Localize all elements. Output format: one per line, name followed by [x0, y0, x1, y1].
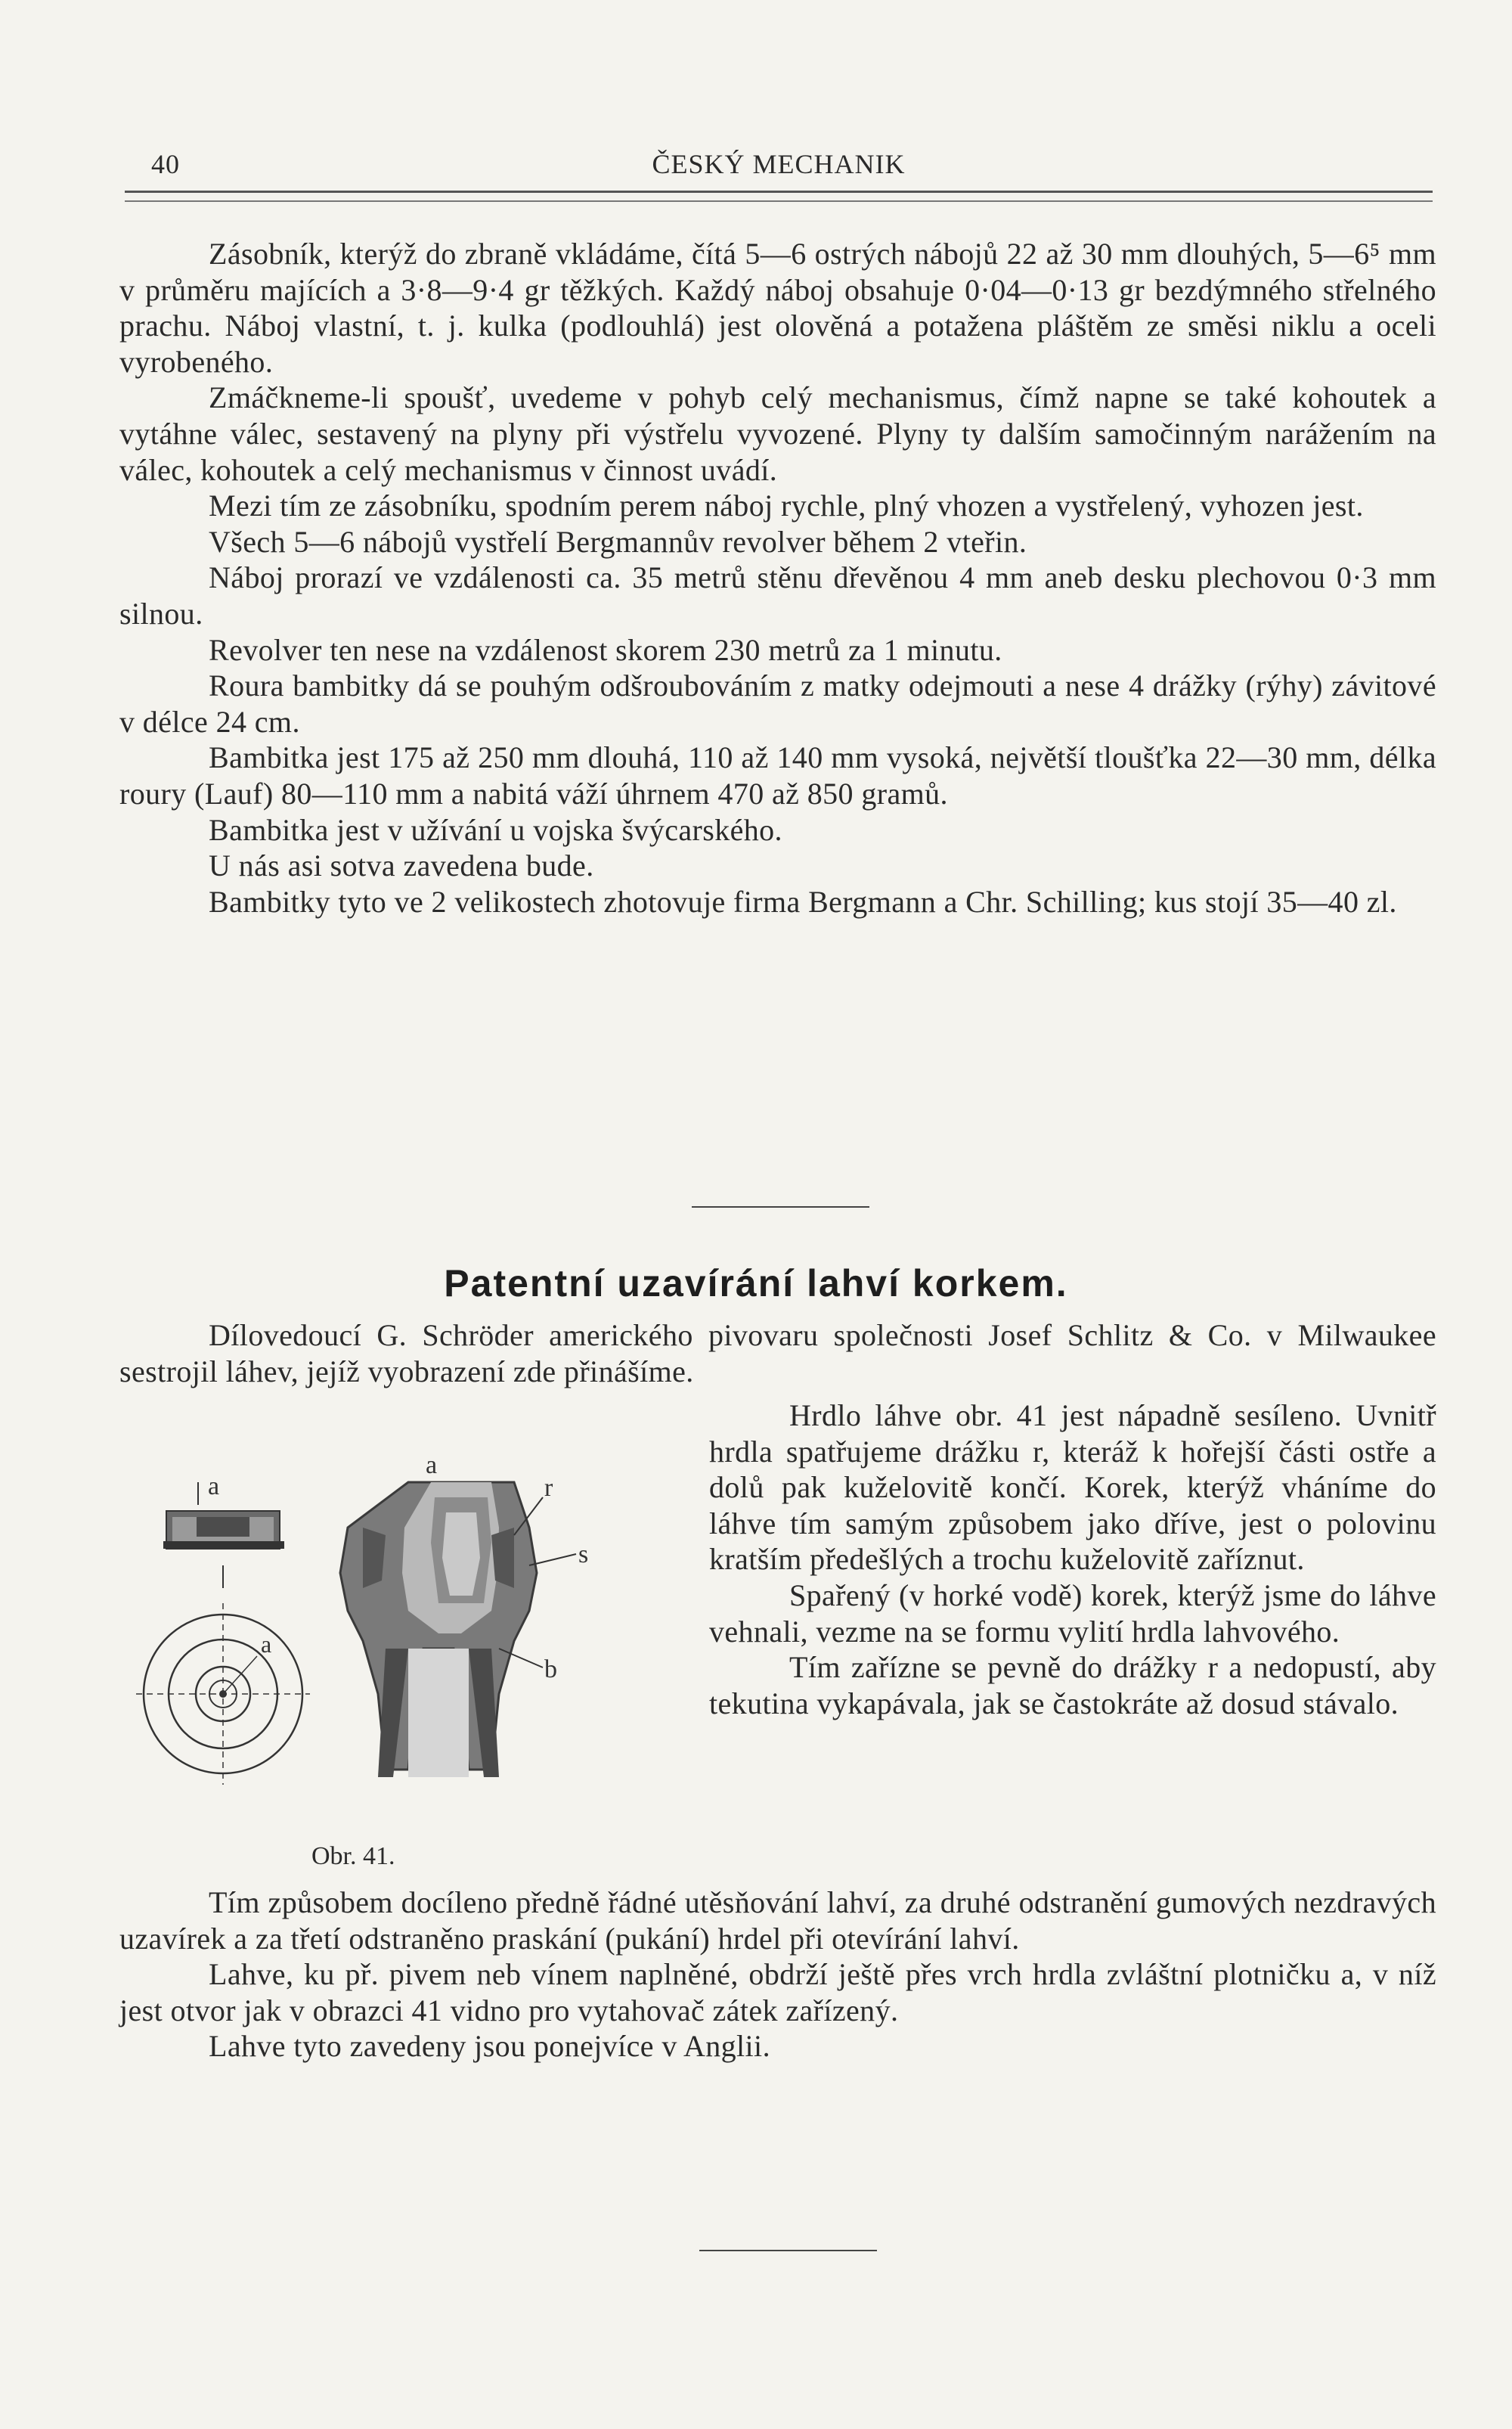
paragraph: Revolver ten nese na vzdálenost skorem 230 metrů za 1 minutu. — [209, 632, 1002, 667]
label-a-neck: a — [426, 1451, 438, 1479]
paragraph: Bambitka jest 175 až 250 mm dlouhá, 110 až 140 mm vysoká, největší tloušťka 22—30 mm, délka roury (Lauf) 80—110 mm a nabitá váží úhrnem 470 až 850 gramů. — [119, 740, 1436, 811]
label-a-cap: a — [208, 1472, 220, 1500]
paragraph: Lahve tyto zavedeny jsou ponejvíce v Anglii. — [209, 2029, 770, 2064]
paragraph: Tím způsobem docíleno předně řádné utěsňování lahví, za druhé odstranění gumových nezdravých uzavírek a za třetí odstraněno praskání (pukání) hrdel při otevírání lahví. — [119, 1885, 1436, 1956]
paragraph: Lahve, ku př. pivem neb vínem naplněné, obdrží ještě přes vrch hrdla zvláštní plotničku a, v níž jest otvor jak v obrazci 41 vidno pro vytahovač zátek zařízený. — [119, 1957, 1436, 2027]
bottle-neck-illustration — [136, 1422, 680, 1891]
paragraph: Dílovedoucí G. Schröder amerického pivovaru společnosti Josef Schlitz & Co. v Milwaukee sestrojil láhev, jejíž vyobrazení zde přinášíme. — [119, 1318, 1436, 1388]
section-title: Patentní uzavírání lahví korkem. — [444, 1262, 1068, 1304]
paragraph: Roura bambitky dá se pouhým odšroubováním z matky odejmouti a nese 4 drážky (rýhy) závitové v délce 24 cm. — [119, 669, 1436, 739]
paragraph: Bambitky tyto ve 2 velikostech zhotovuje firma Bergmann a Chr. Schilling; kus stojí 35—40 zl. — [209, 884, 1397, 919]
label-b: b — [544, 1655, 557, 1683]
paragraph: Zmáčkneme-li spoušť, uvedeme v pohyb celý mechanismus, čímž napne se také kohoutek a vytáhne válec, sestavený na plyny při výstřelu vyvozené. Plyny ty dalším samočinným narážením na válec, kohoutek a celý mechanismus v činnost uvádí. — [119, 380, 1436, 487]
label-s: s — [578, 1540, 589, 1568]
section-continuation — [119, 1885, 1436, 2064]
page-header — [129, 148, 1429, 186]
label-a-circle: a — [261, 1630, 272, 1658]
top-view-circles — [136, 1603, 310, 1785]
paragraph: Hrdlo láhve obr. 41 jest nápadně sesíleno. Uvnitř hrdla spatřujeme drážku r, kteráž k hořejší části ostře a dolů pak kuželovitě končí. Korek, kterýž vháníme do láhve tím samým způsobem jako dříve, jest o polovinu kratším předešlých a trochu kuželovitě zaříznut. — [709, 1398, 1436, 1577]
header-rule — [125, 191, 1433, 202]
page-number: 40 — [151, 149, 180, 179]
neck-cross-section — [340, 1482, 537, 1777]
paragraph: Mezi tím ze zásobníku, spodním perem náboj rychle, plný vhozen a vystřelený, vyhozen jest. — [209, 489, 1364, 523]
label-r: r — [544, 1474, 553, 1502]
section-intro — [119, 1317, 1436, 1389]
paragraph: Spařený (v horké vodě) korek, kterýž jsme do láhve vehnali, vezme na se formu vylití hrdla lahvového. — [709, 1577, 1436, 1649]
paragraph: U nás asi sotva zavedena bude. — [209, 848, 594, 883]
section-right-column — [709, 1398, 1436, 1721]
paragraph: Bambitka jest v užívání u vojska švýcarského. — [209, 812, 782, 847]
paragraph: Zásobník, kterýž do zbraně vkládáme, čítá 5—6 ostrých nábojů 22 až 30 mm dlouhých, 5—6⁵ mm v průměru majících a 3·8—9·4 gr těžkých. Každý náboj obsahuje 0·04—0·13 gr bezdýmného střelného prachu. Náboj vlastní, t. j. kulka (podlouhlá) jest olověná a potažena pláštěm ze směsi niklu a oceli vyrobeného. — [119, 237, 1436, 379]
end-divider — [699, 2250, 877, 2251]
figure-41 — [136, 1422, 680, 1891]
section-divider — [692, 1206, 869, 1208]
paragraph: Náboj prorazí ve vzdálenosti ca. 35 metrů stěnu dřevěnou 4 mm aneb desku plechovou 0·3 mm silnou. — [119, 560, 1436, 631]
running-title: ČESKÝ MECHANIK — [652, 149, 906, 179]
article-continuation — [119, 236, 1436, 920]
cap-plate-drawing — [163, 1511, 284, 1549]
paragraph: Všech 5—6 nábojů vystřelí Bergmannův revolver během 2 vteřin. — [209, 524, 1027, 559]
figure-caption: Obr. 41. — [311, 1842, 395, 1870]
paragraph: Tím zařízne se pevně do drážky r a nedopustí, aby tekutina vykapávala, jak se častokráte až dosud stávalo. — [709, 1650, 1436, 1720]
